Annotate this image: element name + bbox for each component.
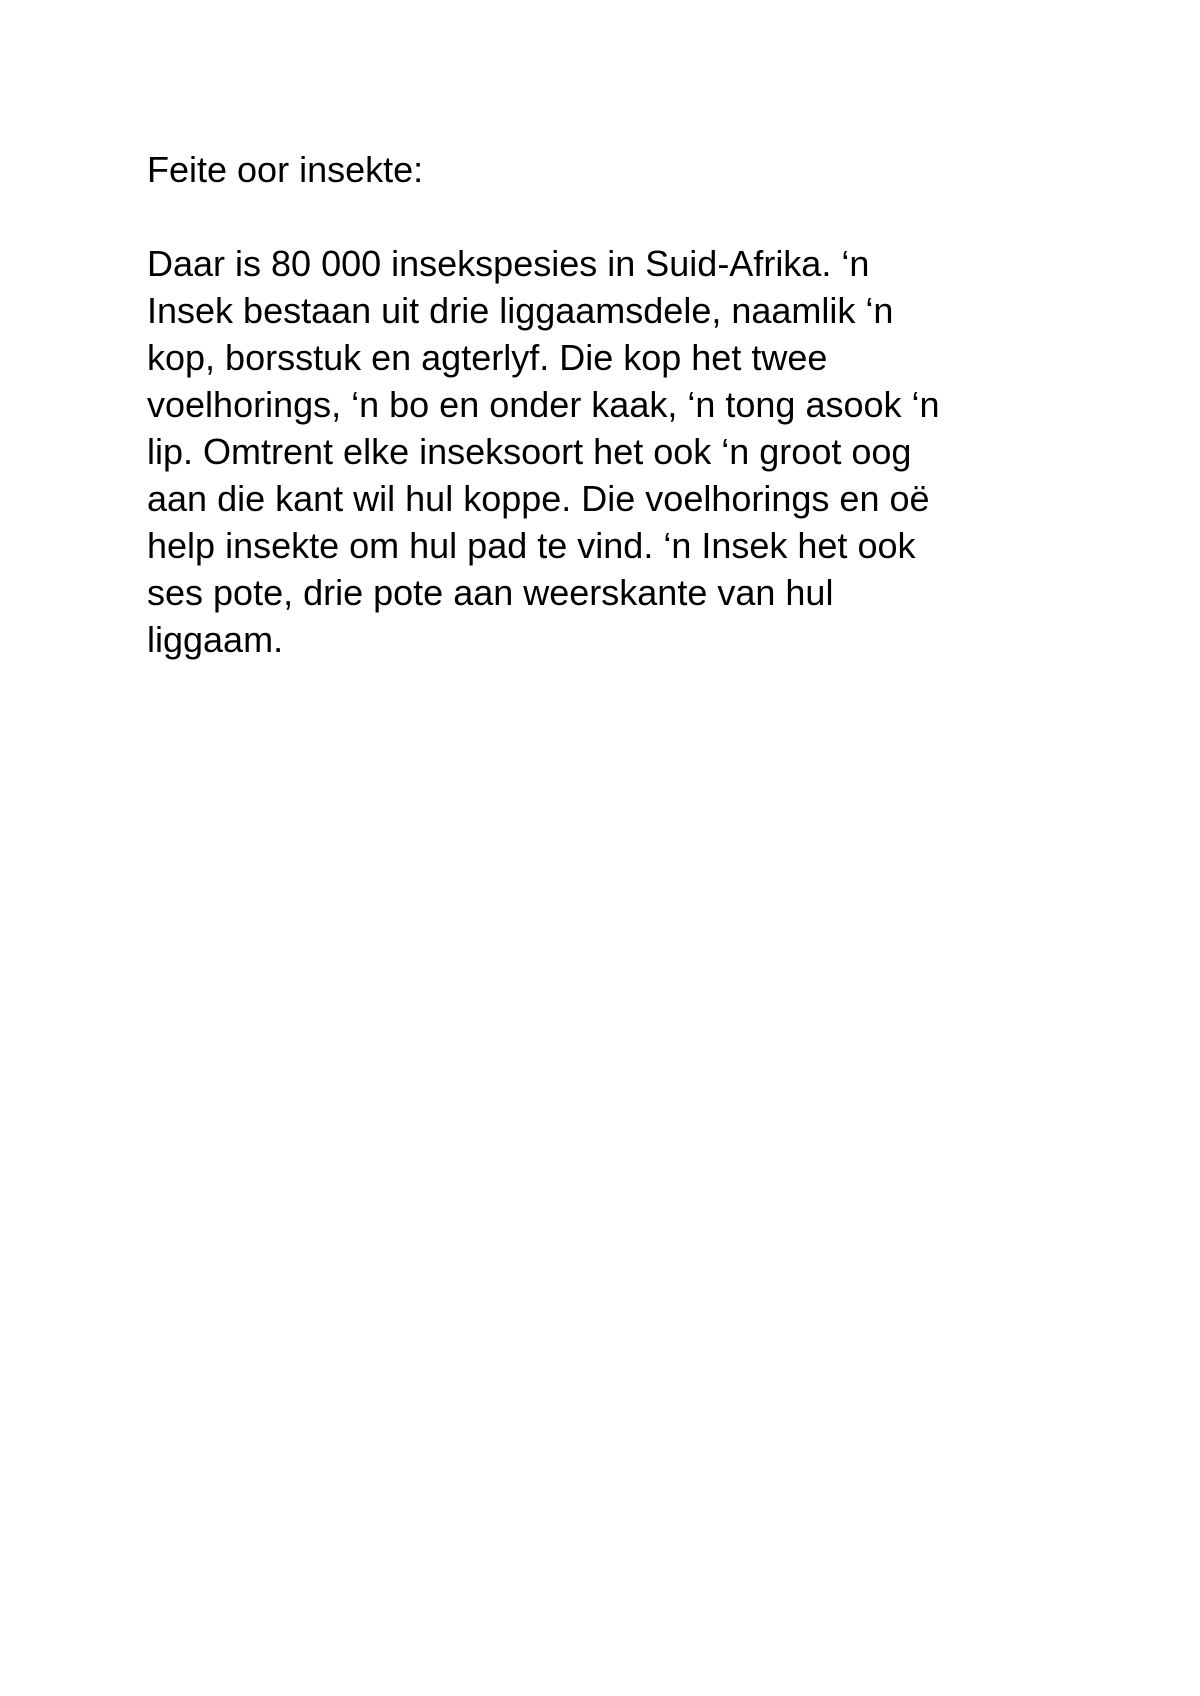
paragraph-line: help insekte om hul pad te vind. ‘n Insek het ook	[147, 525, 916, 566]
document-heading: Feite oor insekte:	[147, 149, 424, 190]
document-content	[147, 146, 1067, 663]
paragraph-line: Insek bestaan uit drie liggaamsdele, naamlik ‘n	[147, 290, 894, 331]
paragraph-line: Daar is 80 000 insekspesies in Suid-Afrika. ‘n	[147, 243, 870, 284]
paragraph-line: ses pote, drie pote aan weerskante van hul	[147, 572, 834, 613]
paragraph-line: aan die kant wil hul koppe. Die voelhorings en oë	[147, 478, 930, 519]
paragraph-line: lip. Omtrent elke inseksoort het ook ‘n groot oog	[147, 431, 912, 472]
paragraph-line: liggaam.	[147, 619, 284, 660]
paragraph-line: voelhorings, ‘n bo en onder kaak, ‘n tong asook ‘n	[147, 384, 940, 425]
paragraph-line: kop, borsstuk en agterlyf. Die kop het twee	[147, 337, 828, 378]
body-paragraph	[147, 240, 1067, 663]
